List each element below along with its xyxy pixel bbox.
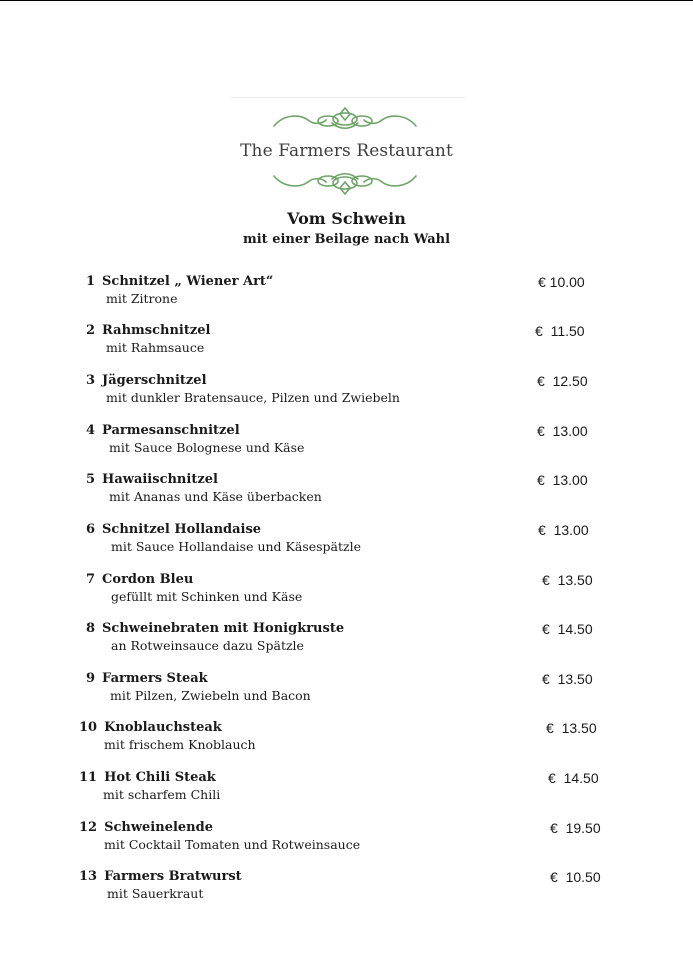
menu-item-description: mit frischem Knoblauch xyxy=(104,737,256,752)
menu-item-name xyxy=(79,869,242,884)
menu-item xyxy=(0,869,600,909)
menu-item-label: Knoblauchsteak xyxy=(104,720,222,735)
menu-item-name xyxy=(79,820,213,835)
menu-item-price: € 11.50 xyxy=(535,323,585,339)
menu-item-price: € 13.00 xyxy=(537,472,588,488)
ornament-top-icon xyxy=(270,104,420,134)
menu-item xyxy=(0,572,600,612)
menu-item-price: € 13.50 xyxy=(546,720,597,736)
menu-item-number: 1 xyxy=(86,274,96,289)
menu-item xyxy=(0,522,600,562)
menu-item-label: Farmers Bratwurst xyxy=(104,869,242,884)
menu-item-description: mit Cocktail Tomaten und Rotweinsauce xyxy=(104,837,361,852)
menu-item xyxy=(0,373,600,413)
menu-item-description: mit Sauce Hollandaise und Käsespätzle xyxy=(111,539,361,554)
menu-item-description: mit dunkler Bratensauce, Pilzen und Zwiebeln xyxy=(106,390,400,405)
menu-item-label: Cordon Bleu xyxy=(102,572,194,587)
menu-item-price: € 10.50 xyxy=(550,869,601,885)
menu-item xyxy=(0,323,600,363)
menu-item-price: € 14.50 xyxy=(542,621,593,637)
menu-item-description: mit Sauce Bolognese und Käse xyxy=(109,440,305,455)
menu-item-number: 3 xyxy=(86,373,96,388)
menu-item xyxy=(0,671,600,711)
menu-item-number: 10 xyxy=(79,720,98,735)
menu-item xyxy=(0,820,600,860)
menu-item xyxy=(0,472,600,512)
menu-item xyxy=(0,423,600,463)
menu-item-description: mit Pilzen, Zwiebeln und Bacon xyxy=(110,688,311,703)
menu-item-label: Schweinebraten mit Honigkruste xyxy=(102,621,345,636)
menu-item-description: mit scharfem Chili xyxy=(103,787,221,802)
menu-item-label: Farmers Steak xyxy=(102,671,208,686)
menu-item-description: gefüllt mit Schinken und Käse xyxy=(111,589,303,604)
menu-item xyxy=(0,621,600,661)
menu-item-number: 2 xyxy=(86,323,96,338)
menu-item-price: € 13.50 xyxy=(542,671,593,687)
menu-item-description: mit Sauerkraut xyxy=(107,886,204,901)
section-title: Vom Schwein xyxy=(287,209,406,228)
restaurant-name: The Farmers Restaurant xyxy=(240,141,453,161)
menu-item-name xyxy=(86,522,261,537)
menu-item-description: an Rotweinsauce dazu Spätzle xyxy=(111,638,304,653)
menu-item xyxy=(0,274,600,314)
menu-item-name xyxy=(86,373,207,388)
menu-item-name xyxy=(86,671,208,686)
menu-item-number: 4 xyxy=(86,423,96,438)
menu-item-label: Schweinelende xyxy=(104,820,213,835)
menu-item-name xyxy=(86,423,240,438)
menu-item-name xyxy=(79,720,222,735)
menu-item-price: € 13.00 xyxy=(537,423,588,439)
menu-item-name xyxy=(86,472,218,487)
page-top-border xyxy=(0,0,693,1)
menu-item-description: mit Zitrone xyxy=(106,291,178,306)
menu-item-name xyxy=(79,770,216,785)
menu-item-number: 6 xyxy=(86,522,96,537)
menu-item xyxy=(0,770,600,810)
menu-item-number: 12 xyxy=(79,820,98,835)
menu-item xyxy=(0,720,600,760)
menu-item-label: Hawaiischnitzel xyxy=(102,472,218,487)
menu-item-label: Parmesanschnitzel xyxy=(102,423,240,438)
menu-item-number: 9 xyxy=(86,671,96,686)
menu-item-number: 8 xyxy=(86,621,96,636)
menu-item-label: Schnitzel „ Wiener Art“ xyxy=(102,274,274,289)
menu-item-price: € 14.50 xyxy=(548,770,599,786)
menu-item-name xyxy=(86,572,193,587)
menu-item-description: mit Rahmsauce xyxy=(106,340,205,355)
menu-item-number: 13 xyxy=(79,869,98,884)
menu-item-label: Jägerschnitzel xyxy=(102,373,207,388)
menu-item-price: € 10.00 xyxy=(538,274,585,290)
menu-item-price: € 13.50 xyxy=(542,572,593,588)
menu-item-price: € 13.00 xyxy=(538,522,589,538)
menu-item-price: € 19.50 xyxy=(550,820,601,836)
menu-item-label: Hot Chili Steak xyxy=(104,770,216,785)
menu-item-price: € 12.50 xyxy=(537,373,588,389)
menu-item-label: Rahmschnitzel xyxy=(102,323,211,338)
menu-item-name xyxy=(86,274,273,289)
menu-item-number: 5 xyxy=(86,472,96,487)
section-subtitle: mit einer Beilage nach Wahl xyxy=(242,232,451,247)
ornament-bottom-icon xyxy=(270,168,420,198)
logo-rule xyxy=(230,97,465,98)
menu-item-number: 11 xyxy=(79,770,98,785)
menu-item-label: Schnitzel Hollandaise xyxy=(102,522,262,537)
menu-item-number: 7 xyxy=(86,572,96,587)
menu-item-name xyxy=(86,621,344,636)
menu-item-name xyxy=(86,323,210,338)
menu-item-description: mit Ananas und Käse überbacken xyxy=(109,489,322,504)
